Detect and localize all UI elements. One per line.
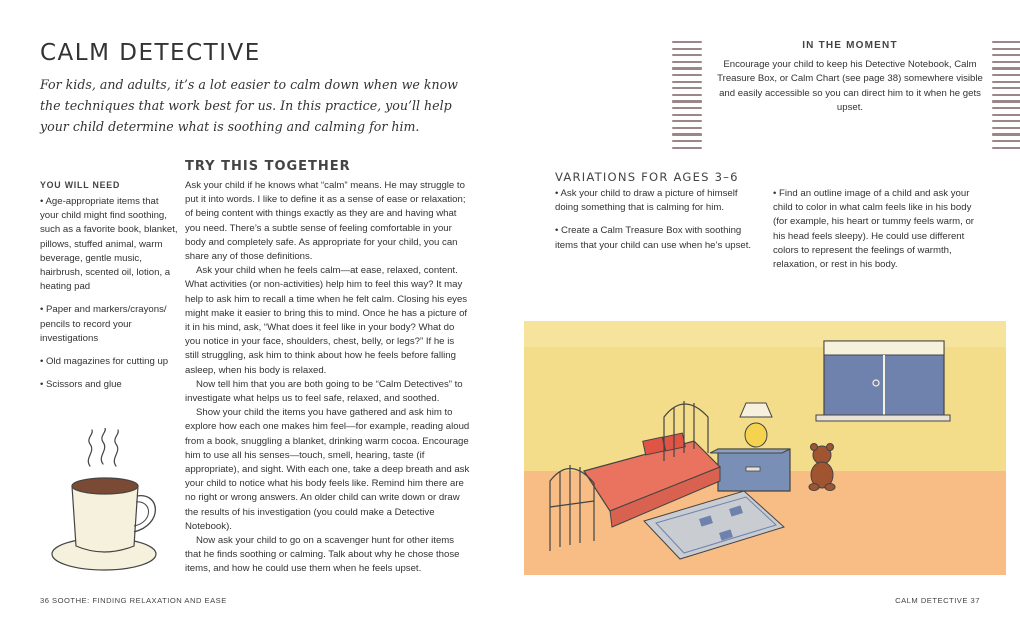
list-item: • Ask your child to draw a picture of himself doing something that is calming for him. <box>555 188 738 214</box>
list-item: • Find an outline image of a child and ask your child to color in what calm feels like in his body (for example, his heart or tummy feels warm, or his head feels sleepy). He could use different colors to represent the feelings of warmth, relaxation, or rest in his body. <box>773 188 974 271</box>
paragraph: Show your child the items you have gathered and ask him to explore how each one makes him feel—for example, reading aloud from a book, snuggling a blanket, drinking warm cocoa. Encourage him to use all his senses—touch, smell, hearing, taste (if appropriate), and sight. With each one, take a deep breath and ask your child to notice what his body feels like. Remind him there are no right or wrong answers. An older child can write down or draw the results of his investigation (you could make a Detective Notebook). <box>185 407 470 532</box>
in-the-moment-heading: IN THE MOMENT <box>802 40 898 51</box>
list-item: • Create a Calm Treasure Box with soothing items that your child can use when he’s upset. <box>555 225 752 251</box>
list-item: • Paper and markers/crayons/ pencils to record your investigations <box>40 304 167 344</box>
paragraph: Ask your child when he feels calm—at ease, relaxed, content. What activities (or non-activities) help him to feel this way? It may help to ask him to recall a time when he felt calm. Closing his eyes might make it easier to bring this to mind. Once he has a picture of it in his mind, ask, “What does it feel like in your body? What do you notice in your face, shoulders, chest, belly, or legs?” If he is still struggling, ask him to think about how he feels before falling asleep, when his body is relaxed. <box>185 265 468 376</box>
in-the-moment-text: Encourage your child to keep his Detective Notebook, Calm Treasure Box, or Calm Chart (see page 38) somewhere visible and easily accessible so you can direct him to it when he gets upset. <box>717 59 983 114</box>
you-will-need-list <box>40 195 178 401</box>
list-item: • Old magazines for cutting up <box>40 356 169 368</box>
paragraph: Now ask your child to go on a scavenger hunt for other items that he finds soothing or calming. Talk about why he chose those items, and how he could use them when he feels upset. <box>185 535 460 575</box>
bedroom-illustration <box>524 321 1006 575</box>
left-page-footer: 36 SOOTHE: FINDING RELAXATION AND EASE <box>40 596 227 605</box>
variations-heading: VARIATIONS FOR AGES 3–6 <box>555 170 739 184</box>
list-item: • Age-appropriate items that your child might find soothing, such as a favorite book, blanket, pillows, stuffed animal, warm beverage, gentle music, hairbrush, scented oil, lotion, a heating pad <box>40 196 178 293</box>
you-will-need-heading: YOU WILL NEED <box>40 180 121 190</box>
try-together-body <box>185 179 470 577</box>
right-page-footer: CALM DETECTIVE 37 <box>895 596 980 605</box>
try-together-heading: TRY THIS TOGETHER <box>185 159 351 174</box>
paragraph: Now tell him that you are both going to be “Calm Detectives” to investigate what helps us to feel safe, relaxed, and soothed. <box>185 378 463 405</box>
variations-column-right <box>773 187 988 281</box>
intro-text: For kids, and adults, it’s a lot easier to calm down when we know the techniques that work best for us. In this practice, you’ll help your child determine what is soothing and calming for him. <box>40 77 458 134</box>
decorative-stripes-left <box>672 41 702 153</box>
page-title: CALM DETECTIVE <box>40 40 261 66</box>
list-item: • Scissors and glue <box>40 379 122 391</box>
decorative-stripes-right <box>992 41 1020 153</box>
paragraph: Ask your child if he knows what “calm” means. He may struggle to put it into words. I like to define it as a sense of ease or relaxation; of being content with things exactly as they are and having what you need. There’s a subtle sense of feeling comfortable in your body and completely safe. As appropriate for your child, you can share any of those definitions. <box>185 180 466 263</box>
variations-column-left <box>555 187 760 262</box>
coffee-cup-illustration <box>48 428 168 576</box>
